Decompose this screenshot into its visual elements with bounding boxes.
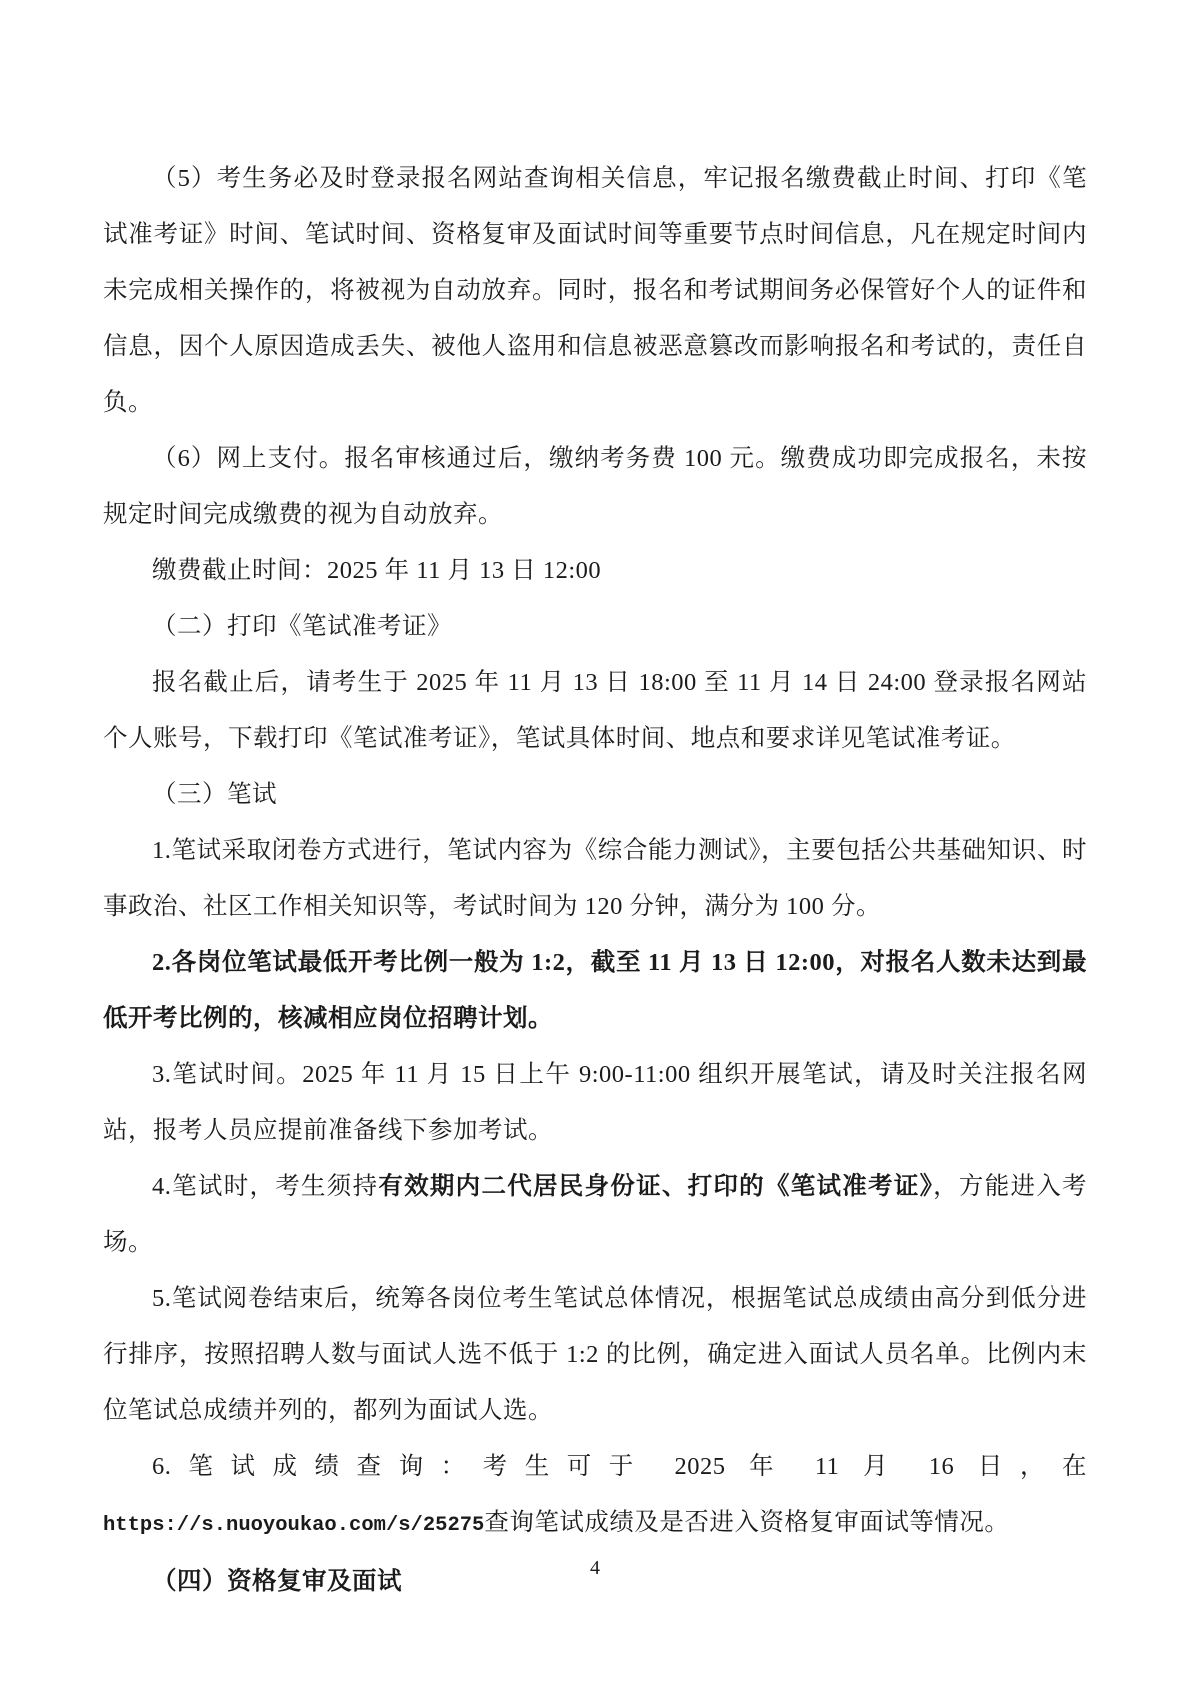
text-run: （5）考生务必及时登录报名网站查询相关信息，牢记报名缴费截止时间、打印《笔试准考证》时间、笔试时间、资格复审及面试时间等重要节点时间信息，凡在规定时间内未完成相关操作的，将被视为自动放弃。同时，报名和考试期间务必保管好个人的证件和信息，因个人原因造成丢失、被他人盗用和信息被恶意篡改而影响报名和考试的，责任自负。 (103, 165, 1087, 416)
text-run: 3.笔试时间。2025 年 11 月 15 日上午 9:00-11:00 组织开展笔试，请及时关注报名网站，报考人员应提前准备线下参加考试。 (103, 1061, 1087, 1144)
para-admission-ticket-download (103, 655, 1087, 767)
score-query-url: https://s.nuoyoukao.com/s/25275 (103, 1514, 485, 1537)
para-score-query (103, 1439, 1087, 1554)
text-run: （二）打印《笔试准考证》 (152, 613, 452, 640)
text-run-bold: 有效期内二代居民身份证、打印的《笔试准考证》 (378, 1173, 934, 1200)
para-exam-format (103, 823, 1087, 935)
para-min-open-ratio (103, 935, 1087, 1047)
heading-print-admission-ticket (103, 599, 1087, 655)
text-run: 4.笔试时，考生须持 (152, 1173, 379, 1200)
text-run: 5.笔试阅卷结束后，统筹各岗位考生笔试总体情况，根据笔试总成绩由高分到低分进行排序，按照招聘人数与面试人选不低于 1:2 的比例，确定进入面试人员名单。比例内末位笔试总成绩并列的，都列为面试人选。 (103, 1285, 1087, 1424)
text-run: 6.笔试成绩查询：考生可于 2025 年 11 月 16 日，在 (152, 1453, 1087, 1480)
document-body (103, 151, 1087, 1610)
text-run: （三）笔试 (152, 781, 277, 808)
para-exam-entry-requirements (103, 1159, 1087, 1271)
text-run: ，方能进入考场。 (103, 1173, 1088, 1256)
para-exam-time (103, 1047, 1087, 1159)
text-run: 缴费截止时间：2025 年 11 月 13 日 12:00 (152, 557, 602, 584)
para-interview-shortlist (103, 1271, 1087, 1439)
para-payment-deadline (103, 543, 1087, 599)
para-notice-login (103, 151, 1087, 431)
text-run: 1.笔试采取闭卷方式进行，笔试内容为《综合能力测试》，主要包括公共基础知识、时事政治、社区工作相关知识等，考试时间为 120 分钟，满分为 100 分。 (103, 837, 1087, 920)
para-online-payment (103, 431, 1087, 543)
heading-written-exam (103, 767, 1087, 823)
text-run: （四）资格复审及面试 (152, 1568, 402, 1595)
text-run: （6）网上支付。报名审核通过后，缴纳考务费 100 元。缴费成功即完成报名，未按规定时间完成缴费的视为自动放弃。 (103, 445, 1087, 528)
page-number: 4 (590, 1557, 600, 1579)
text-run: 2.各岗位笔试最低开考比例一般为 1:2，截至 11 月 13 日 12:00，对报名人数未达到最低开考比例的，核减相应岗位招聘计划。 (103, 949, 1087, 1032)
text-run: 查询笔试成绩及是否进入资格复审面试等情况。 (484, 1509, 1010, 1536)
text-run: 报名截止后，请考生于 2025 年 11 月 13 日 18:00 至 11 月 14 日 24:00 登录报名网站个人账号，下载打印《笔试准考证》，笔试具体时间、地点和要求详见笔试准考证。 (103, 669, 1087, 752)
